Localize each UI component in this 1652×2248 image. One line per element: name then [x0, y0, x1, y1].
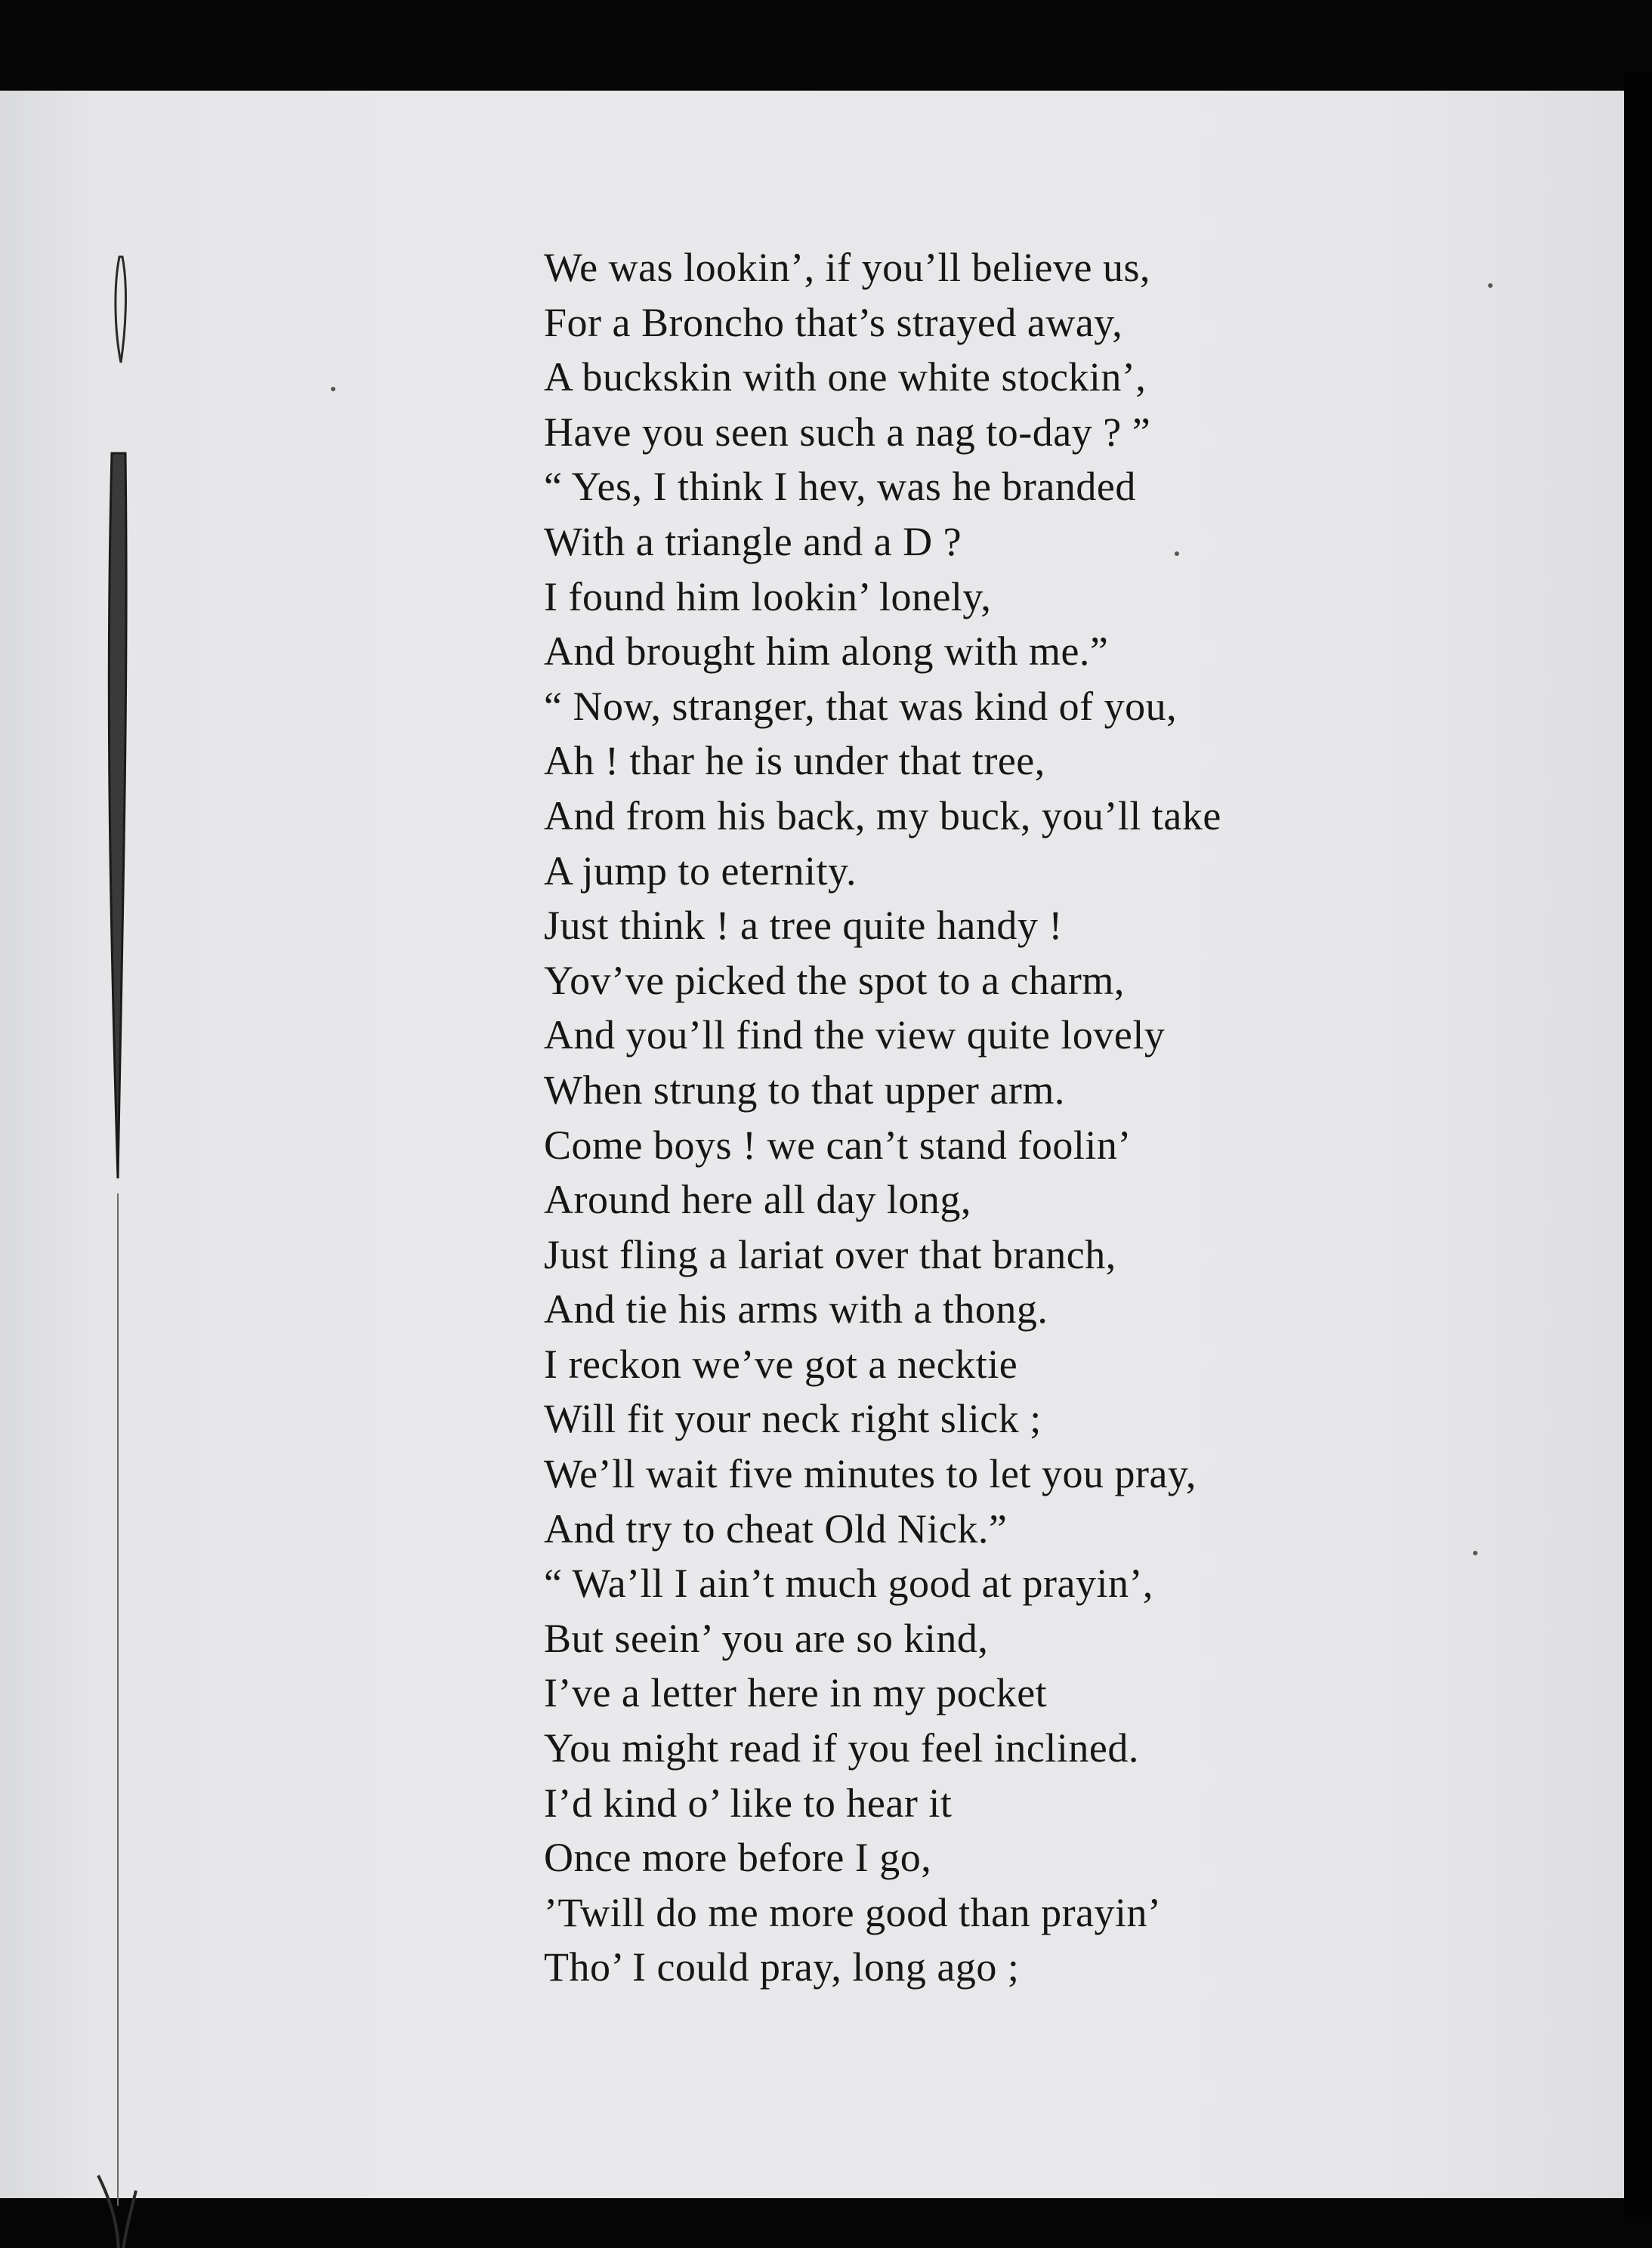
poem-line: Around here all day long, — [544, 1177, 971, 1223]
poem-line: A jump to eternity. — [544, 848, 857, 894]
binding-gutter-mark — [76, 242, 166, 2248]
poem-line: Will fit your neck right slick ; — [544, 1396, 1042, 1442]
poem-line: ’Twill do me more good than prayin’ — [544, 1889, 1162, 1935]
poem-line: “ Yes, I think I hev, was he branded — [544, 464, 1136, 510]
poem-line: And brought him along with me.” — [544, 628, 1109, 675]
poem-line: And tie his arms with a thong. — [544, 1286, 1048, 1332]
poem-line: Tho’ I could pray, long ago ; — [544, 1944, 1020, 1990]
poem-line: Ah ! thar he is under that tree, — [544, 738, 1045, 784]
poem-line: A buckskin with one white stockin’, — [544, 354, 1147, 400]
poem-line: I found him lookin’ lonely, — [544, 573, 992, 619]
poem-line: “ Wa’ll I ain’t much good at prayin’, — [544, 1561, 1153, 1607]
speck — [331, 387, 335, 391]
poem-line: Come boys ! we can’t stand foolin’ — [544, 1122, 1132, 1168]
poem-line: And try to cheat Old Nick.” — [544, 1505, 1008, 1552]
poem-line: And from his back, my buck, you’ll take — [544, 792, 1221, 838]
poem-line: We’ll wait five minutes to let you pray, — [544, 1451, 1197, 1497]
poem-line: Just fling a lariat over that branch, — [544, 1231, 1116, 1277]
poem-line: I reckon we’ve got a necktie — [544, 1341, 1018, 1387]
poem-line: With a triangle and a D ? — [544, 518, 962, 564]
poem-line: I’d kind o’ like to hear it — [544, 1780, 953, 1826]
poem-line: When strung to that upper arm. — [544, 1067, 1065, 1113]
poem-line: Once more before I go, — [544, 1835, 932, 1881]
poem-line: For a Broncho that’s strayed away, — [544, 299, 1123, 345]
poem-line: We was lookin’, if you’ll believe us, — [544, 245, 1150, 290]
poem-text — [544, 240, 1571, 1995]
poem-line: Yov’ve picked the spot to a charm, — [544, 957, 1125, 1003]
poem-line: But seein’ you are so kind, — [544, 1615, 989, 1661]
poem-line: You might read if you feel inclined. — [544, 1725, 1139, 1771]
scanner-edge — [1624, 72, 1652, 2217]
poem-line: I’ve a letter here in my pocket — [544, 1670, 1048, 1716]
poem-line: Have you seen such a nag to-day ? ” — [544, 409, 1151, 455]
poem-line: Just think ! a tree quite handy ! — [544, 903, 1063, 949]
poem-line: “ Now, stranger, that was kind of you, — [544, 683, 1178, 729]
poem-line: And you’ll find the view quite lovely — [544, 1012, 1166, 1058]
